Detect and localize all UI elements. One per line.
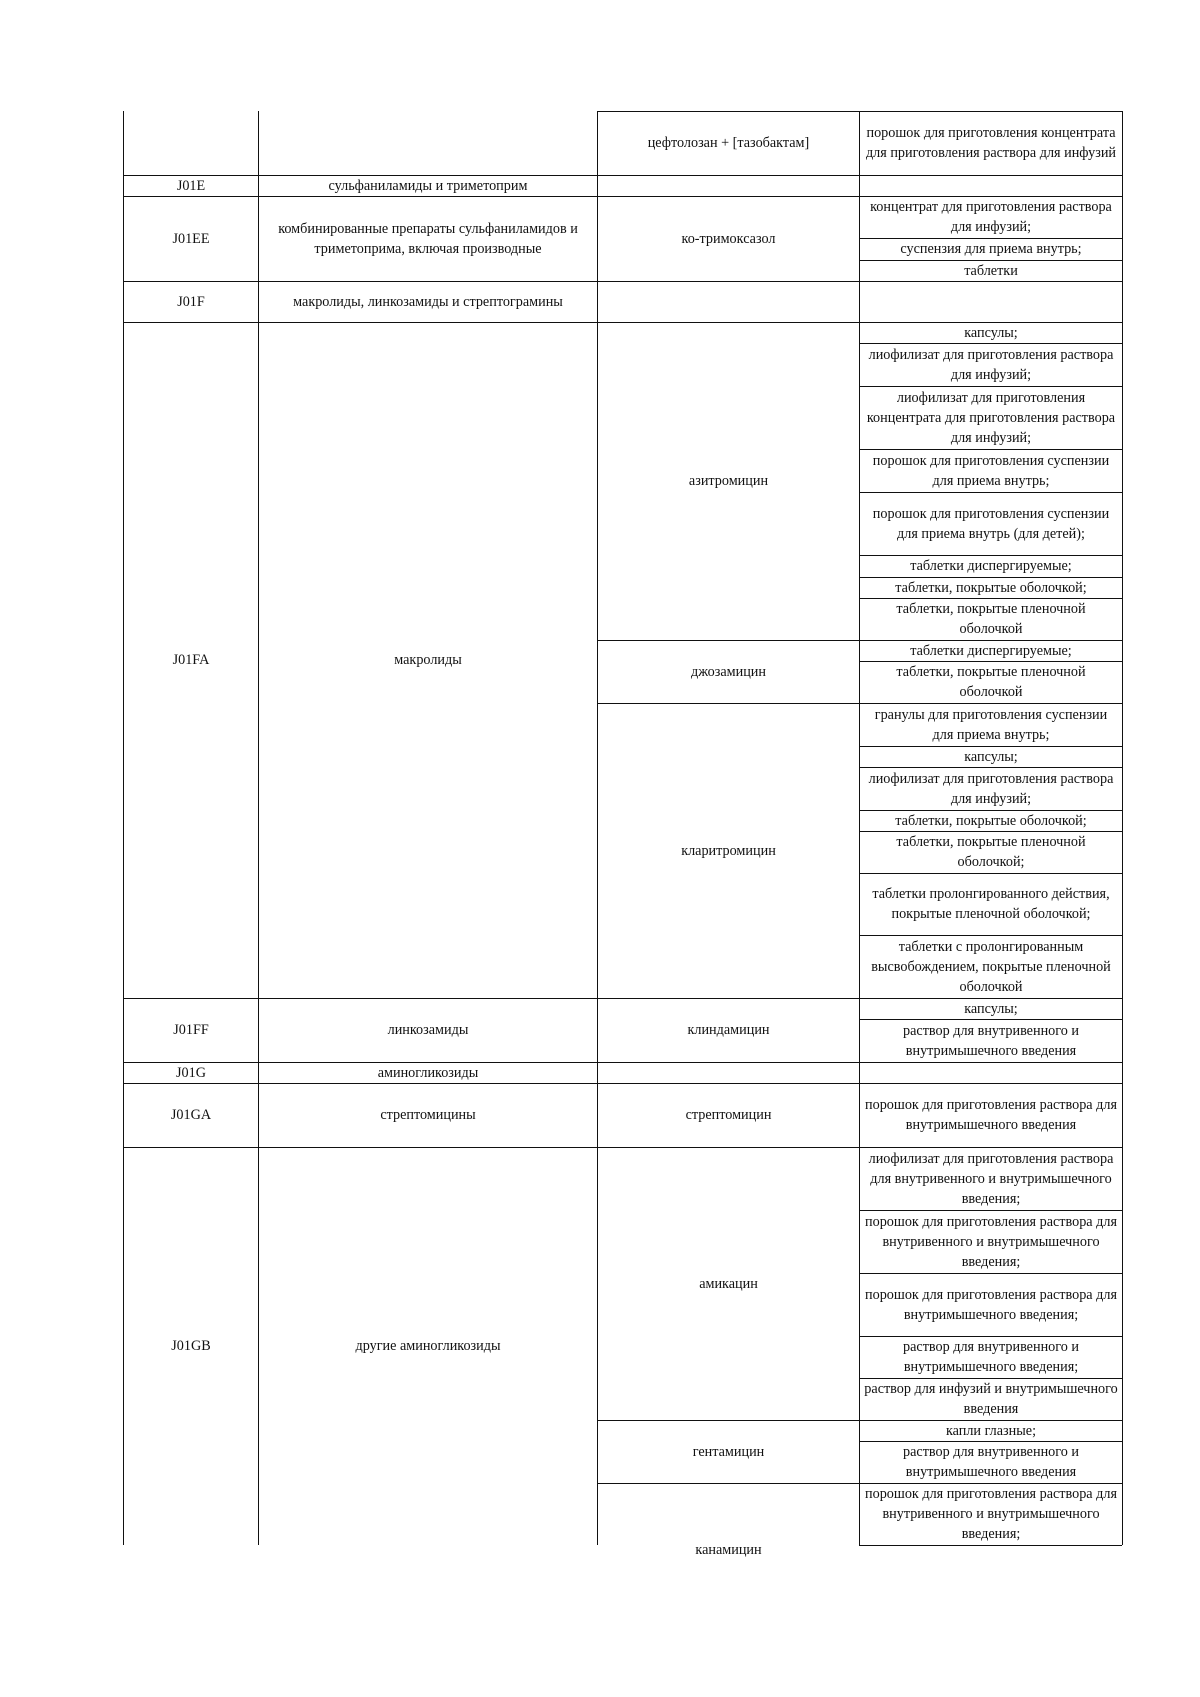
dosage-form: порошок для приготовления суспензии для приема внутрь; [872, 452, 1110, 489]
drug-cell: цефтолозан + [тазобактам] [647, 135, 810, 151]
atc-group: комбинированные препараты сульфаниламидов и триметоприма, включая производные [278, 220, 578, 257]
atc-group: линкозамиды [387, 1022, 469, 1038]
dosage-form: раствор для инфузий и внутримышечного введения [864, 1381, 1118, 1417]
drug-cell: азитромицин [688, 473, 769, 489]
dosage-form: таблетки диспергируемые; [910, 642, 1072, 659]
dosage-form: таблетки [964, 262, 1018, 279]
drug-cell: кларитромицин [681, 842, 776, 859]
atc-group: макролиды [394, 652, 462, 668]
dosage-form: капсулы; [964, 748, 1018, 765]
table-border-right [1122, 111, 1123, 1545]
dosage-form: капсулы; [964, 1000, 1018, 1017]
dosage-form: порошок для приготовления раствора для внутримышечного введения; [865, 1286, 1117, 1323]
atc-code: J01GA [170, 1107, 212, 1123]
atc-code: J01GB [171, 1338, 211, 1354]
dosage-form: лиофилизат для приготовления раствора для инфузий; [868, 346, 1114, 383]
dosage-form: капли глазные; [945, 1422, 1037, 1439]
atc-code: J01E [176, 177, 206, 194]
dosage-form: раствор для внутривенного и внутримышечного введения; [903, 1339, 1079, 1375]
dosage-form: таблетки с пролонгированным высвобождением, покрытые пленочной оболочкой [871, 938, 1111, 995]
atc-group: другие аминогликозиды [355, 1338, 501, 1354]
atc-group: стрептомицины [380, 1107, 476, 1123]
dosage-form: таблетки, покрытые пленочной оболочкой; [896, 834, 1086, 870]
dosage-form: раствор для внутривенного и внутримышечного введения [903, 1022, 1079, 1059]
atc-group: аминогликозиды [377, 1064, 479, 1081]
dosage-form: лиофилизат для приготовления концентрата для приготовления раствора для инфузий; [866, 389, 1116, 446]
drug-cell-clipped [598, 1540, 859, 1558]
dosage-form: гранулы для приготовления суспензии для приема внутрь; [874, 706, 1108, 743]
atc-code: J01G [176, 1064, 206, 1081]
dosage-form: порошок для приготовления концентрата для приготовления раствора для инфузий [865, 125, 1117, 161]
dosage-form: порошок для приготовления раствора для внутримышечного введения [865, 1097, 1117, 1133]
dosage-form: таблетки, покрытые пленочной оболочкой [896, 601, 1086, 637]
drug-cell: стрептомицин [685, 1107, 772, 1123]
atc-group: макролиды, линкозамиды и стрептограмины [293, 293, 563, 310]
dosage-form: лиофилизат для приготовления раствора для внутривенного и внутримышечного введения; [868, 1150, 1114, 1207]
table-border [859, 1545, 1122, 1546]
atc-group: сульфаниламиды и триметоприм [328, 177, 528, 194]
dosage-form: таблетки, покрытые оболочкой; [895, 579, 1087, 596]
dosage-form: раствор для внутривенного и внутримышечного введения [903, 1444, 1079, 1480]
drug-cell: канамицин [695, 1542, 762, 1558]
dosage-form: таблетки пролонгированного действия, покрытые пленочной оболочкой; [872, 886, 1110, 922]
dosage-form: концентрат для приготовления раствора для инфузий; [870, 199, 1112, 235]
dosage-form: порошок для приготовления раствора для внутривенного и внутримышечного введения; [865, 1213, 1117, 1270]
drug-cell: клиндамицин [687, 1022, 770, 1038]
drug-cell: джозамицин [690, 663, 766, 680]
dosage-form: таблетки, покрытые оболочкой; [895, 812, 1087, 829]
drug-cell: ко-тримоксазол [681, 230, 776, 247]
dosage-form: таблетки, покрытые пленочной оболочкой [896, 664, 1086, 700]
drug-cell: амикацин [699, 1275, 758, 1292]
dosage-form: порошок для приготовления суспензии для приема внутрь (для детей); [872, 505, 1110, 542]
atc-code: J01EE [172, 230, 210, 247]
dosage-form: таблетки диспергируемые; [910, 558, 1072, 574]
dosage-form: капсулы; [964, 324, 1018, 341]
atc-code: J01F [177, 293, 205, 310]
dosage-form: суспензия для приема внутрь; [900, 241, 1082, 257]
dosage-form: порошок для приготовления раствора для внутривенного и внутримышечного введения; [865, 1486, 1117, 1542]
atc-code: J01FA [172, 652, 210, 668]
drug-cell: гентамицин [692, 1443, 765, 1460]
atc-code: J01FF [173, 1022, 209, 1038]
dosage-form: лиофилизат для приготовления раствора для инфузий; [868, 770, 1114, 807]
